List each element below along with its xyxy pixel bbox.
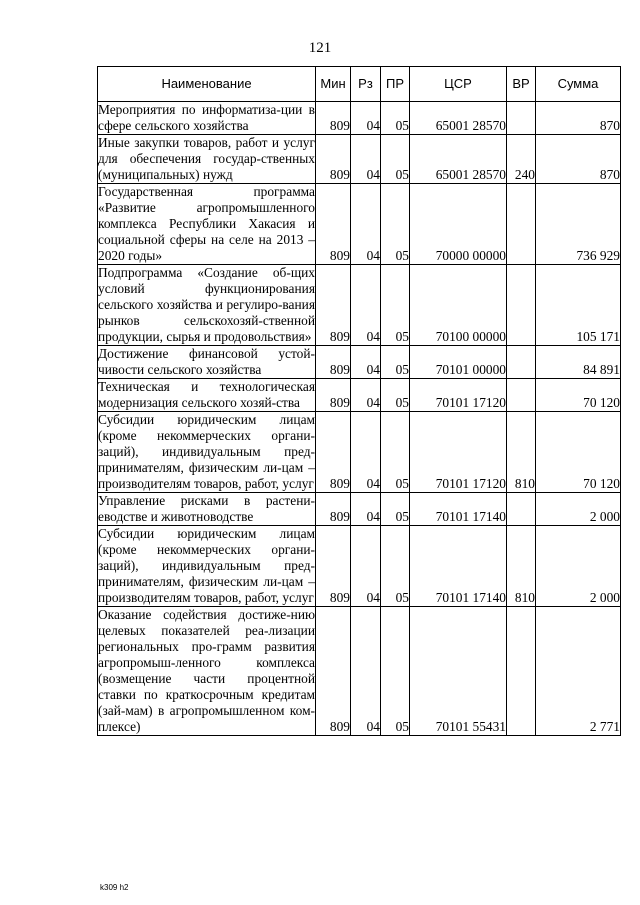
cell-sum: 105 171 bbox=[536, 265, 621, 346]
cell-name: Подпрограмма «Создание об-щих условий функционирования сельского хозяйства и регулиро-вания рынков сельскохозяй-ственной продукции, сырья и продовольствия» bbox=[98, 265, 315, 344]
cell-pr: 05 bbox=[381, 526, 410, 607]
cell-vr bbox=[507, 102, 536, 135]
cell-vr: 810 bbox=[507, 412, 536, 493]
table-row bbox=[98, 346, 621, 379]
cell-rz: 04 bbox=[351, 526, 381, 607]
cell-pr: 05 bbox=[381, 184, 410, 265]
cell-vr bbox=[507, 346, 536, 379]
cell-sum: 84 891 bbox=[536, 346, 621, 379]
cell-vr bbox=[507, 379, 536, 412]
cell-name: Достижение финансовой устой-чивости сельского хозяйства bbox=[98, 346, 315, 377]
cell-pr: 05 bbox=[381, 493, 410, 526]
cell-sum: 70 120 bbox=[536, 379, 621, 412]
table-row bbox=[98, 493, 621, 526]
table-row bbox=[98, 526, 621, 607]
cell-name: Субсидии юридическим лицам (кроме некоммерческих органи-заций), индивидуальным пред-принимателям, физическим ли-цам – производителям товаров, работ, услуг bbox=[98, 412, 315, 491]
cell-min: 809 bbox=[316, 265, 351, 346]
cell-csr: 70101 55431 bbox=[410, 607, 507, 736]
cell-rz: 04 bbox=[351, 493, 381, 526]
cell-min: 809 bbox=[316, 412, 351, 493]
cell-csr: 70000 00000 bbox=[410, 184, 507, 265]
cell-pr: 05 bbox=[381, 379, 410, 412]
cell-name: Иные закупки товаров, работ и услуг для обеспечения государ-ственных (муниципальных) нужд bbox=[98, 135, 315, 182]
table-row bbox=[98, 184, 621, 265]
cell-csr: 70101 00000 bbox=[410, 346, 507, 379]
table-row bbox=[98, 265, 621, 346]
budget-table bbox=[97, 66, 621, 736]
cell-name: Государственная программа «Развитие агропромышленного комплекса Республики Хакасия и социальной сферы на селе на 2013 – 2020 годы» bbox=[98, 184, 315, 263]
cell-vr: 240 bbox=[507, 135, 536, 184]
cell-csr: 70101 17120 bbox=[410, 379, 507, 412]
cell-rz: 04 bbox=[351, 379, 381, 412]
cell-sum: 2 771 bbox=[536, 607, 621, 736]
table-body bbox=[98, 102, 621, 736]
cell-sum: 870 bbox=[536, 102, 621, 135]
cell-sum: 736 929 bbox=[536, 184, 621, 265]
cell-rz: 04 bbox=[351, 346, 381, 379]
cell-csr: 70100 00000 bbox=[410, 265, 507, 346]
cell-min: 809 bbox=[316, 526, 351, 607]
cell-pr: 05 bbox=[381, 135, 410, 184]
cell-sum: 70 120 bbox=[536, 412, 621, 493]
table-row bbox=[98, 135, 621, 184]
page-number: 121 bbox=[308, 40, 332, 56]
table-row bbox=[98, 379, 621, 412]
table-row bbox=[98, 412, 621, 493]
footer-code: k309 h2 bbox=[100, 883, 129, 892]
cell-csr: 70101 17120 bbox=[410, 412, 507, 493]
cell-min: 809 bbox=[316, 102, 351, 135]
cell-vr bbox=[507, 265, 536, 346]
header-name: Наименование bbox=[98, 67, 316, 102]
cell-pr: 05 bbox=[381, 412, 410, 493]
cell-min: 809 bbox=[316, 379, 351, 412]
cell-rz: 04 bbox=[351, 265, 381, 346]
cell-name: Субсидии юридическим лицам (кроме некоммерческих органи-заций), индивидуальным пред-принимателям, физическим ли-цам – производителям товаров, работ, услуг bbox=[98, 526, 315, 605]
cell-rz: 04 bbox=[351, 412, 381, 493]
table-header-row bbox=[98, 67, 621, 102]
header-vr: ВР bbox=[507, 67, 536, 102]
cell-pr: 05 bbox=[381, 346, 410, 379]
cell-sum: 2 000 bbox=[536, 526, 621, 607]
cell-csr: 65001 28570 bbox=[410, 102, 507, 135]
cell-pr: 05 bbox=[381, 265, 410, 346]
cell-vr bbox=[507, 184, 536, 265]
cell-min: 809 bbox=[316, 184, 351, 265]
cell-vr bbox=[507, 607, 536, 736]
cell-name: Техническая и технологическая модернизация сельского хозяй-ства bbox=[98, 379, 315, 410]
cell-csr: 70101 17140 bbox=[410, 493, 507, 526]
cell-rz: 04 bbox=[351, 607, 381, 736]
cell-name: Оказание содействия достиже-нию целевых показателей реа-лизации региональных про-грамм развития агропромыш-ленного комплекса (возмещение части процентной ставки по краткосрочным кредитам (зай-мам) в агропромышленном ком-плексе) bbox=[98, 607, 315, 734]
cell-sum: 2 000 bbox=[536, 493, 621, 526]
cell-rz: 04 bbox=[351, 135, 381, 184]
header-csr: ЦСР bbox=[410, 67, 507, 102]
cell-rz: 04 bbox=[351, 184, 381, 265]
cell-rz: 04 bbox=[351, 102, 381, 135]
header-min: Мин bbox=[316, 67, 351, 102]
table-row bbox=[98, 102, 621, 135]
cell-min: 809 bbox=[316, 493, 351, 526]
cell-name: Управление рисками в растени-еводстве и животноводстве bbox=[98, 493, 315, 524]
table-row bbox=[98, 607, 621, 736]
cell-csr: 65001 28570 bbox=[410, 135, 507, 184]
cell-pr: 05 bbox=[381, 102, 410, 135]
header-pr: ПР bbox=[381, 67, 410, 102]
header-sum: Сумма bbox=[536, 67, 621, 102]
cell-csr: 70101 17140 bbox=[410, 526, 507, 607]
cell-pr: 05 bbox=[381, 607, 410, 736]
cell-sum: 870 bbox=[536, 135, 621, 184]
cell-name: Мероприятия по информатиза-ции в сфере сельского хозяйства bbox=[98, 102, 315, 133]
cell-min: 809 bbox=[316, 607, 351, 736]
header-rz: Рз bbox=[351, 67, 381, 102]
cell-vr: 810 bbox=[507, 526, 536, 607]
cell-vr bbox=[507, 493, 536, 526]
cell-min: 809 bbox=[316, 346, 351, 379]
cell-min: 809 bbox=[316, 135, 351, 184]
